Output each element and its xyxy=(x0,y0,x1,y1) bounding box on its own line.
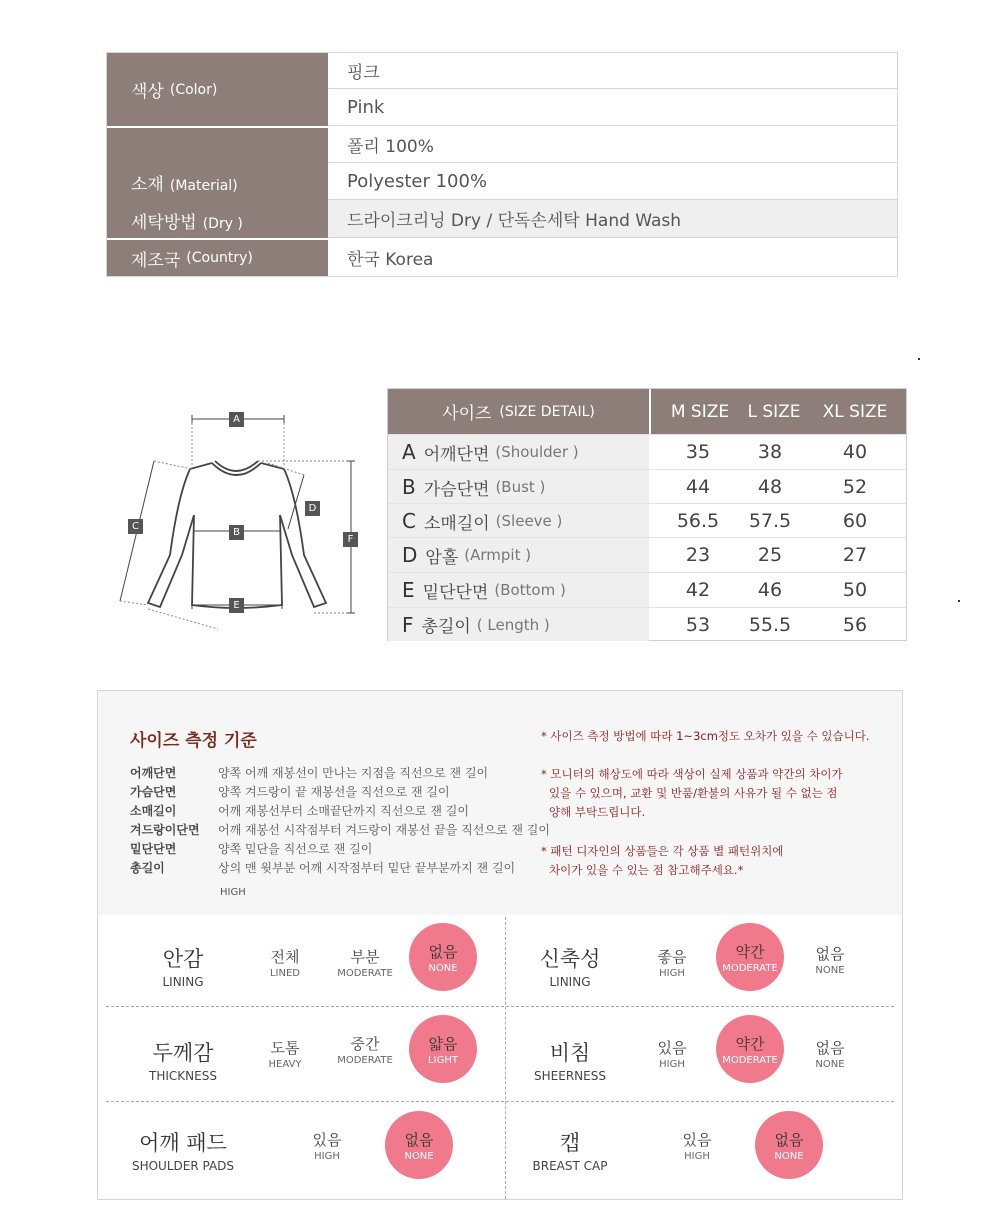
attr-title-ko: 신축성 xyxy=(539,947,601,971)
attr-title-ko: 캡 xyxy=(559,1131,581,1155)
l-value: 48 xyxy=(757,476,783,498)
m-value: 35 xyxy=(685,441,711,463)
option-ko: 중간 xyxy=(350,1035,380,1053)
row-ko: 총길이 xyxy=(421,617,471,637)
option-selected xyxy=(755,1111,823,1179)
guide-term: 어깨단면 xyxy=(130,766,177,780)
attr-title xyxy=(103,943,263,989)
l-value: 25 xyxy=(757,544,783,566)
m-value: 56.5 xyxy=(676,510,720,532)
color-ko-value: 핑크 xyxy=(328,53,897,89)
option-en: HEAVY xyxy=(268,1059,302,1070)
row-ko: 암홀 xyxy=(425,547,459,568)
attr-title xyxy=(490,943,650,989)
color-label xyxy=(107,53,328,126)
row-letter: A xyxy=(402,440,416,464)
row-en: (Shoulder ) xyxy=(495,443,579,461)
option-en: HIGH xyxy=(684,1151,710,1162)
option xyxy=(627,1037,717,1070)
l-value: 57.5 xyxy=(748,510,792,532)
tag-d: D xyxy=(305,501,320,516)
material-label-ko: 소재 xyxy=(131,175,164,195)
wash-label-en: (Dry ) xyxy=(202,216,243,232)
size-title-ko: 사이즈 xyxy=(442,404,492,424)
m-value: 42 xyxy=(685,579,711,601)
size-title-en: (SIZE DETAIL) xyxy=(499,403,595,420)
row-en: (Bust ) xyxy=(495,478,546,496)
attr-title-ko: 어깨 패드 xyxy=(139,1131,227,1155)
option-ko: 약간 xyxy=(735,942,765,961)
row-en: (Bottom ) xyxy=(494,581,566,599)
attr-title-en: THICKNESS xyxy=(149,1069,217,1083)
option-en: HIGH xyxy=(659,1059,685,1070)
m-value: 44 xyxy=(685,476,711,498)
option-en: NONE xyxy=(428,962,458,974)
divider xyxy=(106,1101,894,1102)
option xyxy=(320,1033,410,1066)
option-ko: 얇음 xyxy=(428,1034,458,1053)
l-value: 55.5 xyxy=(748,613,792,636)
high-label: HIGH xyxy=(220,887,246,898)
option xyxy=(785,943,875,976)
size-table-title xyxy=(388,389,649,434)
attr-title xyxy=(103,1037,263,1083)
attr-title-en: SHOULDER PADS xyxy=(131,1159,235,1173)
product-info-table xyxy=(106,52,898,277)
row-letter: E xyxy=(402,578,415,602)
xl-value: 52 xyxy=(842,476,868,498)
tag-e: E xyxy=(229,598,244,613)
size-row-bottom xyxy=(388,572,906,607)
row-en: ( Length ) xyxy=(476,615,550,634)
guide-term: 소매길이 xyxy=(130,804,177,818)
row-en: (Armpit ) xyxy=(464,546,532,564)
option xyxy=(240,1037,330,1070)
xl-value: 56 xyxy=(842,613,868,636)
size-detail-table xyxy=(387,388,907,641)
option-selected xyxy=(385,1111,453,1179)
option-selected xyxy=(716,923,784,991)
row-ko: 소매길이 xyxy=(423,513,490,534)
material-ko-value: 폴리 100% xyxy=(328,126,897,163)
xl-value: 27 xyxy=(842,544,868,566)
col-m: M SIZE xyxy=(670,401,730,422)
note-line: 차이가 있을 수 있는 점 참고해주세요.* xyxy=(549,863,744,877)
option xyxy=(785,1037,875,1070)
xl-value: 60 xyxy=(842,510,868,532)
option-ko: 좋음 xyxy=(657,948,687,966)
option-selected xyxy=(409,1015,477,1083)
size-row-name xyxy=(388,573,649,607)
option xyxy=(320,946,410,979)
color-en-value: Pink xyxy=(328,89,897,126)
country-label-en: (Country) xyxy=(186,250,253,266)
option xyxy=(282,1129,372,1162)
dot xyxy=(918,358,920,360)
option-ko: 부분 xyxy=(350,948,380,966)
size-row-name xyxy=(388,538,649,572)
guide-desc: 상의 맨 윗부분 어깨 시작점부터 밑단 끝부분까지 잰 길이 xyxy=(218,861,516,875)
note-line: * 사이즈 측정 방법에 따라 1~3cm정도 오차가 있을 수 있습니다. xyxy=(541,729,870,743)
option-ko: 전체 xyxy=(270,948,300,966)
guide-desc: 양쪽 어깨 재봉선이 만나는 지점을 직선으로 잰 길이 xyxy=(218,766,489,780)
size-row-shoulder xyxy=(388,434,906,469)
col-xl: XL SIZE xyxy=(822,401,888,422)
option-en: NONE xyxy=(774,1150,804,1162)
option-ko: 있음 xyxy=(312,1131,342,1149)
option-en: MODERATE xyxy=(722,962,778,974)
color-label-ko: 색상 xyxy=(131,82,164,102)
size-row-length xyxy=(388,607,906,641)
option xyxy=(240,946,330,979)
attr-title-ko: 안감 xyxy=(162,947,204,971)
size-row-armpit xyxy=(388,537,906,572)
size-row-sleeve xyxy=(388,503,906,538)
attr-title-en: LINING xyxy=(162,975,204,989)
row-letter: D xyxy=(402,543,418,567)
option-ko: 있음 xyxy=(657,1039,687,1057)
material-en-value: Polyester 100% xyxy=(328,163,897,200)
option-en: MODERATE xyxy=(337,968,393,979)
option-ko: 없음 xyxy=(404,1130,434,1149)
option-en: MODERATE xyxy=(337,1055,393,1066)
option-en: NONE xyxy=(815,965,845,976)
attr-title xyxy=(103,1127,263,1173)
country-label xyxy=(107,240,328,276)
note-line: 양해 부탁드립니다. xyxy=(549,805,646,819)
wash-label xyxy=(131,208,243,233)
option-en: NONE xyxy=(404,1150,434,1162)
m-value: 23 xyxy=(685,544,711,566)
option-ko: 없음 xyxy=(774,1130,804,1149)
option-en: HIGH xyxy=(314,1151,340,1162)
option-ko: 약간 xyxy=(735,1034,765,1053)
option-en: MODERATE xyxy=(722,1054,778,1066)
note-line: 있을 수 있으며, 교환 및 반품/환불의 사유가 될 수 없는 점 xyxy=(549,786,838,800)
tag-b: B xyxy=(229,525,244,540)
attr-title xyxy=(490,1037,650,1083)
option xyxy=(652,1129,742,1162)
note-line: * 모니터의 해상도에 따라 색상이 실제 상품과 약간의 차이가 xyxy=(541,767,843,781)
color-label-en: (Color) xyxy=(169,81,218,98)
option-en: LINED xyxy=(269,968,301,979)
guide-desc: 양쪽 겨드랑이 끝 재봉선을 직선으로 잰 길이 xyxy=(218,785,450,799)
tag-f: F xyxy=(343,532,358,547)
option-ko: 도톰 xyxy=(270,1039,300,1057)
l-value: 46 xyxy=(757,579,783,601)
option-en: HIGH xyxy=(659,968,685,979)
option-selected xyxy=(716,1015,784,1083)
xl-value: 40 xyxy=(842,441,868,463)
guide-term: 총길이 xyxy=(130,861,165,875)
wash-value: 드라이크리닝 Dry / 단독손세탁 Hand Wash xyxy=(328,200,897,238)
option-ko: 있음 xyxy=(682,1131,712,1149)
guide-desc: 양쪽 밑단을 직선으로 잰 길이 xyxy=(218,842,373,856)
attr-title-en: LINING xyxy=(549,975,591,989)
note-line: * 패턴 디자인의 상품들은 각 상품 별 패턴위치에 xyxy=(541,844,784,858)
tag-c: C xyxy=(128,519,143,534)
row-ko: 어깨단면 xyxy=(423,444,490,465)
col-l: L SIZE xyxy=(747,401,801,422)
guide-term: 겨드랑이단면 xyxy=(130,823,200,837)
tag-a: A xyxy=(229,412,244,427)
attr-title-en: BREAST CAP xyxy=(532,1159,608,1173)
dot xyxy=(958,600,960,602)
l-value: 38 xyxy=(757,441,783,463)
guide-term: 밑단단면 xyxy=(130,842,177,856)
material-wash-label xyxy=(107,128,328,238)
guide-desc: 어깨 재봉선 시작점부터 겨드랑이 재봉선 끝을 직선으로 잰 길이 xyxy=(218,823,550,837)
size-row-name xyxy=(388,435,649,469)
attr-title-ko: 비침 xyxy=(549,1041,591,1065)
row-letter: C xyxy=(402,509,416,533)
guide-header-panel xyxy=(98,691,902,915)
row-ko: 가슴단면 xyxy=(423,479,490,500)
option-en: LIGHT xyxy=(428,1054,458,1066)
option xyxy=(627,946,717,979)
size-row-name xyxy=(388,470,649,504)
row-en: (Sleeve ) xyxy=(495,512,563,530)
row-letter: F xyxy=(402,612,414,637)
row-ko: 밑단단면 xyxy=(422,582,489,603)
material-label xyxy=(131,170,238,195)
guide-title: 사이즈 측정 기준 xyxy=(130,731,257,751)
size-columns-header xyxy=(651,389,906,434)
row-letter: B xyxy=(402,475,416,499)
country-value: 한국 Korea xyxy=(347,249,434,270)
size-row-bust xyxy=(388,469,906,504)
m-value: 53 xyxy=(685,613,711,636)
country-label-ko: 제조국 xyxy=(131,250,181,271)
attr-title-ko: 두께감 xyxy=(152,1041,214,1065)
garment-diagram xyxy=(108,405,368,635)
guide-desc: 어깨 재봉선부터 소매끝단까지 직선으로 잰 길이 xyxy=(218,804,469,818)
size-row-name xyxy=(388,504,649,538)
option-ko: 없음 xyxy=(428,942,458,961)
attr-title xyxy=(490,1127,650,1173)
divider xyxy=(106,1006,894,1007)
material-label-en: (Material) xyxy=(169,178,238,194)
attr-title-en: SHEERNESS xyxy=(534,1069,606,1083)
guide-term: 가슴단면 xyxy=(130,785,177,799)
measurement-guide xyxy=(97,690,903,1200)
option-ko: 없음 xyxy=(815,1039,845,1057)
option-selected xyxy=(409,923,477,991)
option-en: NONE xyxy=(815,1059,845,1070)
xl-value: 50 xyxy=(842,579,868,601)
wash-label-ko: 세탁방법 xyxy=(131,213,197,233)
option-ko: 없음 xyxy=(815,945,845,963)
size-row-name xyxy=(388,608,649,641)
